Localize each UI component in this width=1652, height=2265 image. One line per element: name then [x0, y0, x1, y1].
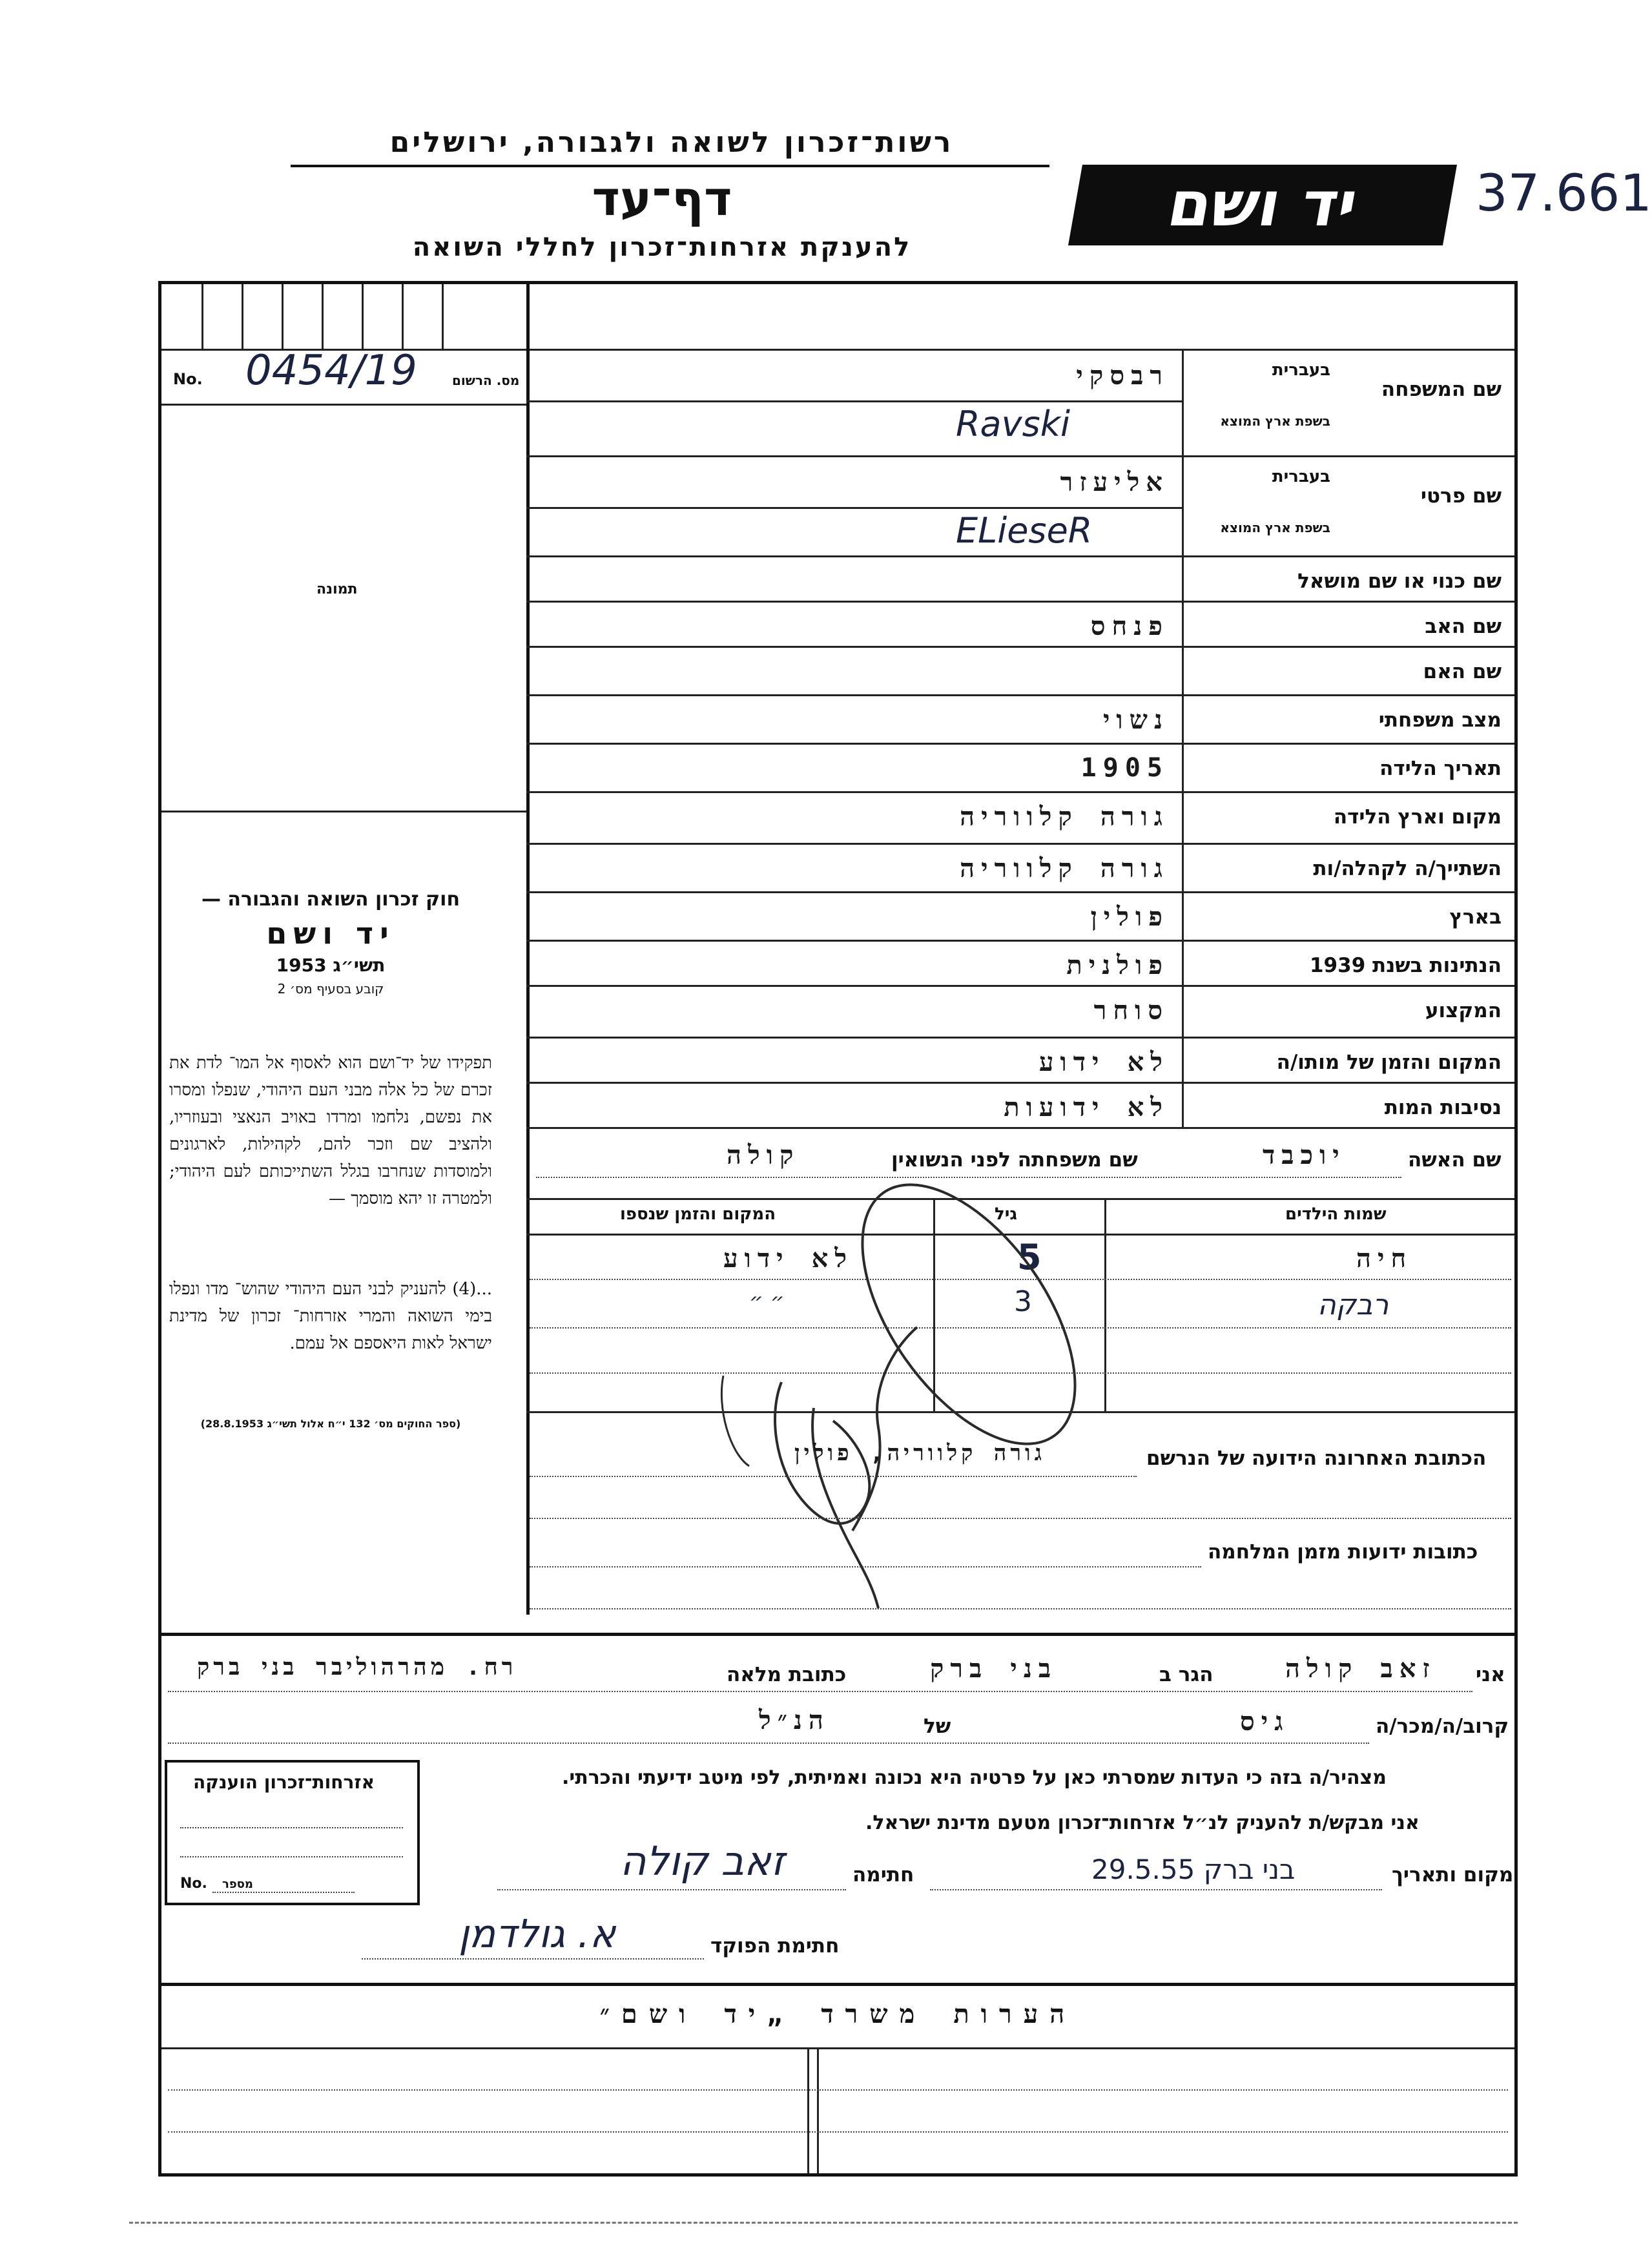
left-column-divider: [526, 284, 530, 1615]
children-col-names: שמות הילדים: [1285, 1205, 1387, 1224]
declarant-dotted-line: [168, 1743, 1369, 1744]
office-tick: [322, 284, 324, 349]
field-typed-value: פולין: [1090, 902, 1169, 932]
child-2-name: רבקה: [1317, 1288, 1389, 1321]
field-label: תאריך הלידה: [1379, 757, 1502, 780]
wife-dotted-line: [536, 1177, 1401, 1178]
relation-value: גיס: [1240, 1707, 1290, 1737]
yad-vashem-logo: [1068, 165, 1457, 245]
citizenship-title: אזרחות־זכרון הוענקה: [193, 1772, 375, 1793]
field-typed-value: 1905: [1080, 753, 1169, 783]
wife-top-line: [526, 1127, 1514, 1129]
field-row-line: [526, 455, 1514, 457]
authority-underline: [291, 165, 1049, 167]
field-row-line: [526, 743, 1514, 745]
pencil-scribble: [697, 1195, 1150, 1621]
field-label: שם האב: [1425, 615, 1502, 638]
field-row-line: [526, 555, 1514, 557]
citizenship-dotted-line: [180, 1856, 403, 1857]
registration-label: מס. הרשום: [452, 373, 520, 388]
field-row-line: [526, 646, 1514, 648]
official-dotted-line: [362, 1958, 704, 1960]
declaration-line-1: מצהיר/ה בזה כי העדות שמסרתי כאן על פרטיה היא נכונה ואמיתית, לפי מיטב ידיעתי והכרתי.: [562, 1766, 1387, 1789]
last-address-value: גורה קלווריה, פולין: [794, 1440, 1046, 1466]
citizenship-dotted-line: [212, 1892, 355, 1893]
field-label: השתייך/ה לקהלה/ות: [1313, 857, 1502, 880]
office-tick: [242, 284, 243, 349]
field-typed-value: לא ידוע: [1038, 1048, 1169, 1077]
law-footnote: (ספר החוקים מס׳ 132 י״ח אלול תשי״ג 28.8.1953): [200, 1418, 461, 1430]
law-title: חוק זכרון השואה והגבורה —: [201, 888, 460, 911]
registration-line: [161, 404, 526, 406]
scan-edge: [129, 2222, 1518, 2224]
wife-maiden-name: קולה: [727, 1141, 800, 1170]
field-mid-line: [526, 400, 1182, 402]
law-clause: קובע בסעיף מס׳ 2: [277, 981, 384, 997]
relation-label: קרוב/ה/מכר/ה: [1376, 1715, 1509, 1738]
law-section: [169, 888, 492, 997]
wartime-address-label: כתובות ידועות מזמן המלחמה: [1208, 1540, 1478, 1564]
registration-number: 0454/19: [245, 347, 417, 395]
field-mid-line: [526, 507, 1182, 509]
field-row-line: [526, 940, 1514, 942]
field-sub-hebrew: בעברית: [1272, 467, 1330, 486]
field-row-line: [526, 891, 1514, 893]
office-tick: [442, 284, 444, 349]
field-label: המקצוע: [1425, 999, 1502, 1022]
office-notes-line: [161, 2047, 1514, 2049]
address-dotted-line: [530, 1476, 1137, 1477]
field-label: שם פרטי: [1420, 484, 1502, 508]
label-column-divider: [1182, 349, 1184, 1127]
declarant-dotted-line: [930, 1889, 1382, 1890]
residing-label: הגר ב: [1159, 1663, 1213, 1686]
field-row-line: [526, 601, 1514, 603]
field-typed-value: נשוי: [1102, 705, 1169, 735]
law-name: יד ושם: [266, 916, 395, 951]
of-value: הנ״ל: [759, 1706, 830, 1735]
office-notes-divider: [807, 2047, 809, 2173]
field-row-line: [526, 791, 1514, 793]
official-signature-label: חתימת הפוקד: [710, 1934, 840, 1958]
declarant-dotted-line: [168, 1691, 1472, 1692]
office-tick: [282, 284, 284, 349]
field-typed-value: גורה קלווריה: [960, 854, 1169, 884]
field-handwritten: ELieseR: [956, 510, 1093, 551]
law-text-2: ...(4) להעניק לבני העם היהודי שהוש־ מדו ונפלו בימי השואה והמרי אזרחות־ זכרון של מדינת ישראל לאות היאספם אל עמם.: [169, 1279, 492, 1353]
field-typed-value: פנחס: [1090, 612, 1169, 641]
field-label: שם המשפחה: [1381, 378, 1502, 401]
field-typed-value: אליעזר: [1060, 468, 1169, 497]
wife-name: יוכבד: [1263, 1141, 1346, 1170]
citizenship-number-label: מספר: [222, 1877, 253, 1891]
children-col-age: גיל: [995, 1205, 1018, 1224]
place-date-value: בני ברק 29.5.55: [1091, 1854, 1296, 1885]
official-signature: א. גולדמן: [459, 1912, 616, 1957]
photo-label: תמונה: [316, 581, 358, 597]
header: [258, 97, 1066, 271]
citizenship-box: [165, 1760, 420, 1905]
field-label: מצב משפחתי: [1378, 708, 1502, 732]
scribble-stroke: [721, 1376, 749, 1466]
declarant-signature: זאב קולה: [620, 1837, 785, 1885]
law-year: תשי״ג 1953: [276, 955, 386, 976]
office-notes-divider: [817, 2047, 819, 2173]
child-2-place: ״ ״: [749, 1288, 785, 1314]
office-notes-title: הערות משרד „יד ושם״: [599, 2000, 1077, 2029]
photo-bottom-line: [161, 811, 526, 812]
field-typed-value: סוחר: [1093, 996, 1169, 1026]
citizenship-dotted-line: [180, 1827, 403, 1828]
declaration-line-2: אני מבקש/ת להעניק לנ״ל אזרחות־זכרון מטעם מדינת ישראל.: [865, 1812, 1420, 1834]
scribble-loop: [820, 1148, 1117, 1480]
address-dotted-line: [530, 1566, 1201, 1567]
scribble-stroke: [852, 1327, 917, 1531]
child-1-place: לא ידוע: [723, 1244, 854, 1274]
field-typed-value: גורה קלווריה: [960, 802, 1169, 832]
field-sub-hebrew: בעברית: [1272, 360, 1330, 380]
child-2-age: 3: [1014, 1285, 1032, 1318]
office-notes-dotted-line: [168, 2089, 1508, 2091]
field-sub-origin: בשפת ארץ המוצא: [1220, 413, 1330, 429]
law-text-1: תפקידו של יד־ושם הוא לאסוף אל המו־ לדת את זכרם של כל אלה מבני העם היהודי, שנפלו ומסרו את נפשם, נלחמו ומרדו באויב הנאצי ובעוזריו, ולהציב שם וזכר להם, לקהילות, לארגונים ולמוסדות שנחרבו בגלל השתייכותם לעם היהודי; ולמטרה זו יהא מוסמך —: [169, 1053, 492, 1208]
child-1-name: חיה: [1356, 1244, 1413, 1274]
office-notes-top-line: [161, 1983, 1514, 1986]
citizenship-no-label: No.: [180, 1876, 207, 1892]
field-label: המקום והזמן של מותו/ה: [1276, 1051, 1502, 1074]
field-sub-origin: בשפת ארץ המוצא: [1220, 520, 1330, 535]
field-row-line: [526, 1037, 1514, 1039]
declarant-dotted-line: [497, 1889, 846, 1890]
of-label: של: [924, 1715, 951, 1738]
field-row-line: [526, 694, 1514, 696]
office-notes-dotted-line: [168, 2131, 1508, 2133]
field-label: הנתינות בשנת 1939: [1309, 954, 1502, 977]
registration-box: [161, 347, 526, 404]
wife-label: שם האשה: [1408, 1148, 1502, 1172]
field-label: שם כנוי או שם מושאל: [1297, 570, 1502, 593]
declarant-ani: אני: [1476, 1663, 1505, 1686]
wife-maiden-label: שם משפחתה לפני הנשואין: [891, 1148, 1138, 1172]
address-dotted-line: [530, 1608, 1511, 1609]
logo-text: יד ושם: [1162, 168, 1363, 240]
page-subtitle: להענקת אזרחות־זכרון לחללי השואה: [412, 233, 912, 262]
field-row-line: [526, 843, 1514, 845]
scribble-stroke: [812, 1408, 878, 1608]
place-date-label: מקום ותאריך: [1392, 1863, 1514, 1887]
field-typed-value: פולנית: [1066, 951, 1169, 980]
signature-label: חתימה: [852, 1863, 914, 1887]
field-typed-value: לא ידועות: [1004, 1093, 1169, 1122]
field-handwritten: Ravski: [956, 404, 1070, 444]
field-row-line: [526, 985, 1514, 987]
field-label: בארץ: [1449, 905, 1502, 929]
declarant-top-line: [161, 1633, 1514, 1636]
residing-value: בני ברק: [930, 1654, 1058, 1684]
field-label: מקום וארץ הלידה: [1333, 805, 1502, 829]
children-col-place: המקום והזמן שנספו: [620, 1205, 776, 1224]
office-tick: [201, 284, 203, 349]
field-label: נסיבות המות: [1384, 1096, 1502, 1119]
full-address-value: רח. מהרהוליבר בני ברק: [197, 1654, 517, 1681]
office-tick: [402, 284, 404, 349]
field-label: שם האם: [1423, 660, 1502, 683]
full-address-label: כתובת מלאה: [727, 1663, 847, 1686]
page-title: דף־עד: [592, 171, 732, 227]
field-row-line: [526, 1082, 1514, 1084]
child-1-age: 5: [1017, 1237, 1042, 1277]
field-typed-value: רבסקי: [1076, 361, 1169, 391]
address-dotted-line: [530, 1518, 1511, 1519]
stamp-number: 37.661: [1476, 165, 1652, 223]
declarant-name: זאב קולה: [1285, 1654, 1436, 1684]
registration-no-label: No.: [173, 370, 203, 388]
authority-line: רשות־זכרון לשואה ולגבורה, ירושלים: [389, 126, 954, 159]
last-address-label: הכתובת האחרונה הידועה של הנרשם: [1146, 1447, 1487, 1470]
office-tick: [362, 284, 364, 349]
